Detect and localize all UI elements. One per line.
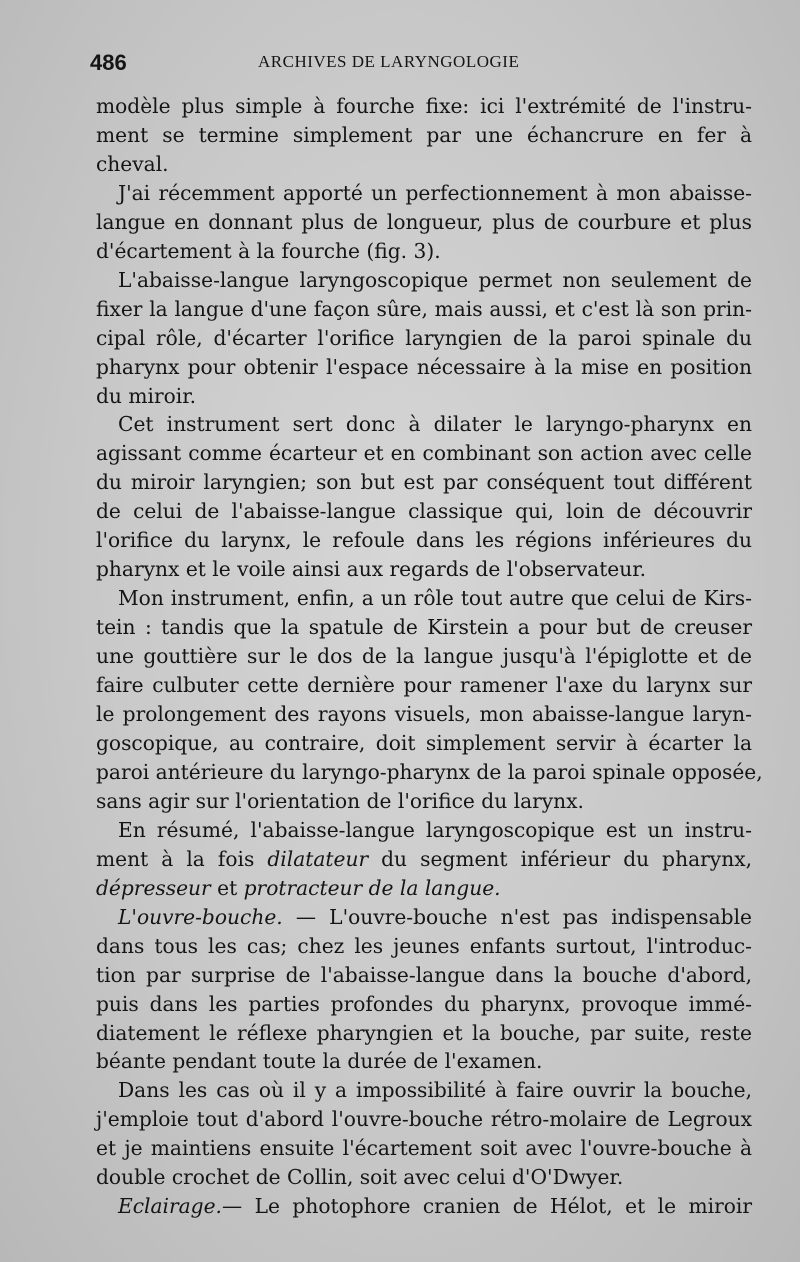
text-line: pharynx pour obtenir l'espace nécessaire à la mise en position	[96, 354, 752, 379]
page-number: 486	[90, 50, 127, 75]
text-line: ment se termine simplement par une échancrure en fer à	[96, 122, 752, 147]
text-line: langue en donnant plus de longueur, plus de courbure et plus	[96, 209, 752, 234]
text-line: dans tous les cas; chez les jeunes enfants surtout, l'introduc-	[96, 933, 752, 958]
italic-text: protracteur de la langue.	[243, 875, 501, 900]
text-line: En résumé, l'abaisse-langue laryngoscopique est un instru-	[118, 817, 752, 842]
text-line: puis dans les parties profondes du pharynx, provoque immé-	[96, 991, 752, 1016]
page-header	[90, 50, 740, 80]
text-line: d'écartement à la fourche (fig. 3).	[96, 238, 441, 263]
body-text	[96, 92, 763, 1221]
text-line	[96, 874, 752, 903]
text-line: du miroir.	[96, 383, 197, 408]
text-line: l'orifice du larynx, le refoule dans les régions inférieures du	[96, 528, 752, 553]
text-line: de celui de l'abaisse-langue classique qui, loin de découvrir	[96, 499, 752, 524]
text-fragment: — Le photophore cranien de Hélot, et le miroir	[221, 1194, 752, 1219]
text-line: Mon instrument, enfin, a un rôle tout autre que celui de Kirs-	[118, 586, 752, 611]
text-line: tein : tandis que la spatule de Kirstein a pour but de creuser	[96, 615, 752, 640]
text-line: goscopique, au contraire, doit simplement servir à écarter la	[96, 730, 752, 755]
italic-text: dilatateur	[267, 846, 369, 871]
text-line: paroi antérieure du laryngo-pharynx de la paroi spinale opposée,	[96, 759, 763, 784]
text-line: modèle plus simple à fourche fixe: ici l'extrémité de l'instru-	[96, 94, 752, 118]
text-line	[96, 845, 752, 874]
text-line	[96, 903, 752, 932]
text-line: Cet instrument sert donc à dilater le laryngo-pharynx en	[118, 412, 752, 437]
text-line: agissant comme écarteur et en combinant son action avec celle	[96, 441, 752, 466]
text-line: fixer la langue d'une façon sûre, mais aussi, et c'est là son prin-	[96, 296, 752, 321]
text-fragment: ment à la fois	[96, 846, 268, 871]
text-line: j'emploie tout d'abord l'ouvre-bouche rétro-molaire de Legroux	[96, 1107, 752, 1132]
text-fragment: et	[210, 875, 244, 900]
running-title: ARCHIVES DE LARYNGOLOGIE	[258, 52, 520, 71]
text-line: L'abaisse-langue laryngoscopique permet non seulement de	[118, 267, 752, 292]
text-line: du miroir laryngien; son but est par conséquent tout différent	[96, 470, 752, 495]
text-line: le prolongement des rayons visuels, mon abaisse-langue laryn-	[96, 702, 752, 727]
italic-text: L'ouvre-bouche.	[118, 904, 283, 929]
text-line: sans agir sur l'orientation de l'orifice du larynx.	[96, 788, 584, 813]
text-line: J'ai récemment apporté un perfectionnement à mon abaisse-	[118, 180, 752, 205]
text-line: cheval.	[96, 151, 169, 176]
text-line: tion par surprise de l'abaisse-langue dans la bouche d'abord,	[96, 962, 752, 987]
text-fragment: du segment inférieur du pharynx,	[368, 846, 752, 871]
text-line: et je maintiens ensuite l'écartement soit avec l'ouvre-bouche à	[96, 1136, 752, 1161]
italic-text: dépresseur	[96, 875, 211, 900]
text-line: double crochet de Collin, soit avec celui d'O'Dwyer.	[96, 1165, 624, 1190]
text-line	[96, 1192, 752, 1221]
text-line: béante pendant toute la durée de l'examen.	[96, 1049, 543, 1074]
text-line: pharynx et le voile ainsi aux regards de l'observateur.	[96, 557, 647, 582]
italic-text: Eclairage.	[118, 1194, 222, 1219]
text-line: une gouttière sur le dos de la langue jusqu'à l'épiglotte et de	[96, 644, 752, 669]
text-fragment: — L'ouvre-bouche n'est pas indispensable	[282, 904, 752, 929]
text-line: diatement le réflexe pharyngien et la bouche, par suite, reste	[96, 1020, 752, 1045]
text-line: faire culbuter cette dernière pour ramener l'axe du larynx sur	[96, 673, 752, 698]
text-line: cipal rôle, d'écarter l'orifice laryngien de la paroi spinale du	[96, 325, 752, 350]
text-line: Dans les cas où il y a impossibilité à faire ouvrir la bouche,	[118, 1078, 752, 1103]
